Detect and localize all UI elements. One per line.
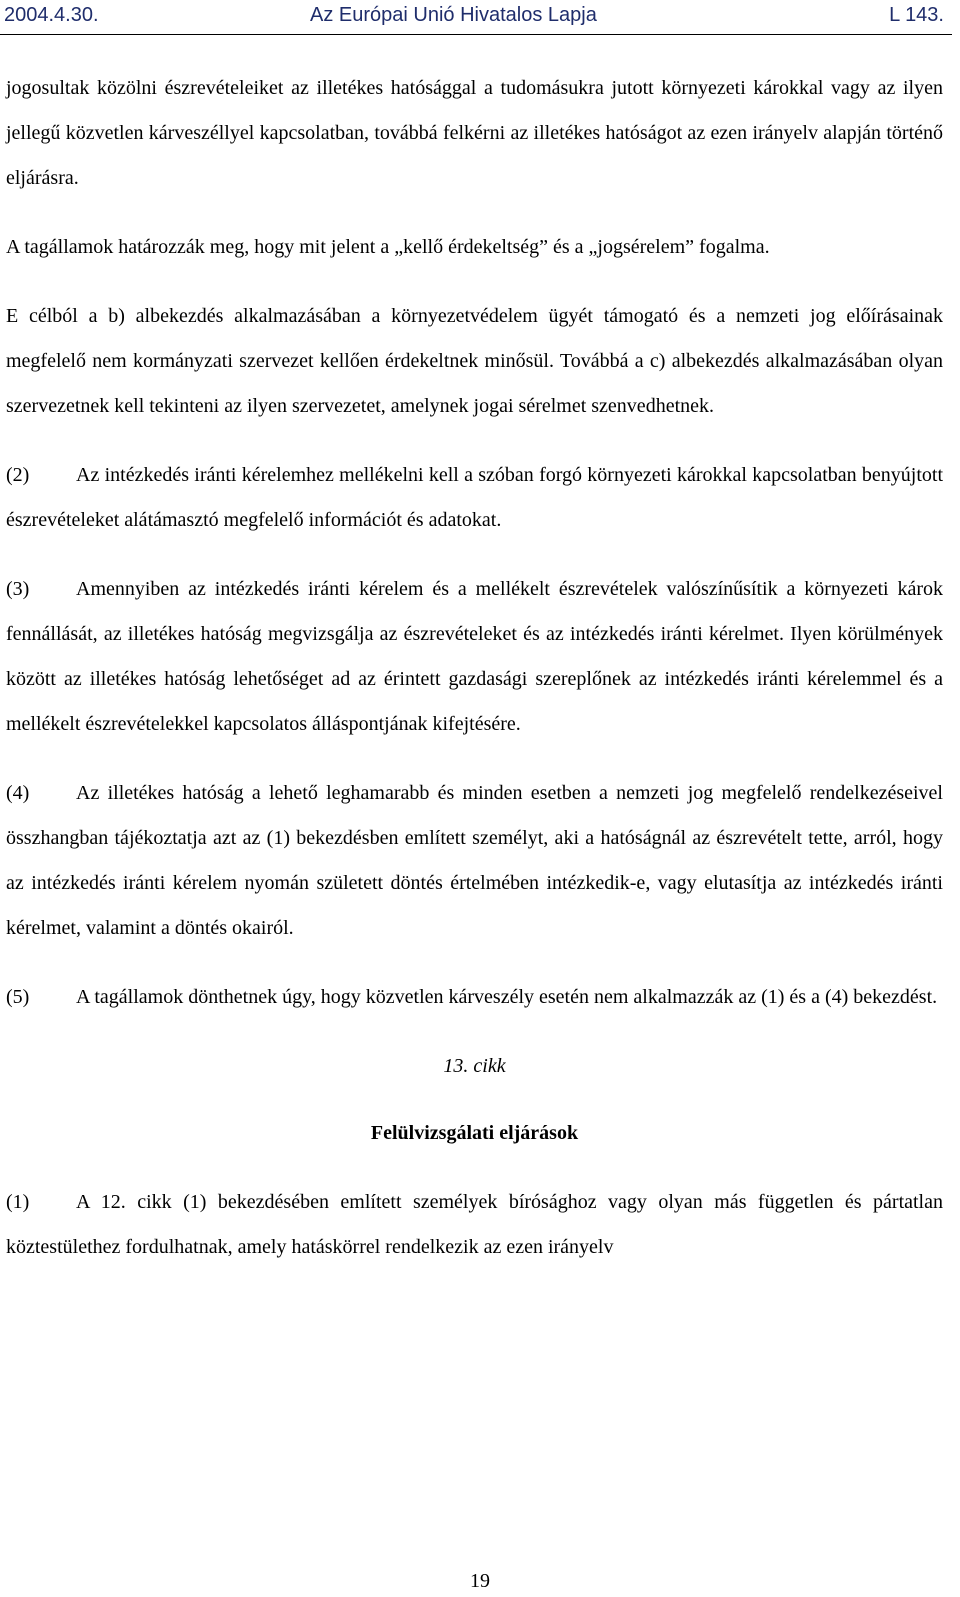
section-4 [6, 771, 943, 951]
section-5 [6, 975, 943, 1020]
section-2-number: (2) [6, 464, 30, 486]
article-title: Felülvizsgálati eljárások [370, 1122, 579, 1144]
paragraph-ngo-interest: E célból a b) albekezdés alkalmazásában a környezetvédelem ügyét támogató és a nemzeti jog előírásainak megfelelő nem kormányzati szervezet kellően érdekeltnek minősül. Továbbá a c) albekezdés alkalmazásában olyan szervezetnek kell tekinteni az ilyen szervezetet, amelynek jogai sérelmet szenvedhetnek. [6, 305, 943, 417]
section-5-text: A tagállamok dönthetnek úgy, hogy közvetlen kárveszély esetén nem alkalmazzák az (1) és a (4) bekezdést. [76, 986, 938, 1008]
header-journal-title: Az Európai Unió Hivatalos Lapja [310, 4, 597, 26]
article-point-1 [6, 1180, 943, 1270]
section-3 [6, 567, 943, 747]
article-point-1-text: A 12. cikk (1) bekezdésében említett személyek bírósághoz vagy olyan más független és pártatlan köztestülethez fordulhatnak, amely hatáskörrel rendelkezik az ezen irányelv [6, 1191, 943, 1258]
paragraph-definition: A tagállamok határozzák meg, hogy mit jelent a „kellő érdekeltség” és a „jogsérelem” fogalma. [6, 236, 770, 258]
article-point-1-number: (1) [6, 1191, 30, 1213]
article-number: 13. cikk [443, 1055, 506, 1077]
section-2 [6, 453, 943, 543]
header-date: 2004.4.30. [4, 4, 99, 26]
section-4-number: (4) [6, 782, 30, 804]
paragraph-continuation: jogosultak közölni észrevételeiket az illetékes hatósággal a tudomásukra jutott környezeti károkkal vagy az ilyen jellegű közvetlen kárveszéllyel kapcsolatban, továbbá felkérni az illetékes hatóságot az ezen irányelv alapján történő eljárásra. [6, 77, 943, 189]
section-3-number: (3) [6, 578, 30, 600]
header-page-reference: L 143. [889, 4, 944, 26]
section-3-text: Amennyiben az intézkedés iránti kérelem és a mellékelt észrevételek valószínűsítik a környezeti károk fennállását, az illetékes hatóság megvizsgálja az észrevételeket és az intézkedés iránti kérelmet. Ilyen körülmények között az illetékes hatóság lehetőséget ad az érintett gazdasági szereplőnek az intézkedés iránti kérelemmel és a mellékelt észrevételekkel kapcsolatos álláspontjának kifejtésére. [6, 578, 943, 735]
document-body [6, 66, 943, 1270]
section-5-number: (5) [6, 986, 30, 1008]
page-number: 19 [470, 1570, 490, 1592]
section-2-text: Az intézkedés iránti kérelemhez mellékelni kell a szóban forgó környezeti károkkal kapcsolatban benyújtott észrevételeket alátámasztó megfelelő információt és adatokat. [6, 464, 943, 531]
page-header [0, 0, 952, 35]
section-4-text: Az illetékes hatóság a lehető leghamarabb és minden esetben a nemzeti jog megfelelő rendelkezéseivel összhangban tájékoztatja azt az (1) bekezdésben említett személyt, aki a hatóságnál az észrevételt tette, arról, hogy az intézkedés iránti kérelem nyomán született döntés értelmében intézkedik-e, vagy elutasítja az intézkedés iránti kérelmet, valamint a döntés okairól. [6, 782, 943, 939]
